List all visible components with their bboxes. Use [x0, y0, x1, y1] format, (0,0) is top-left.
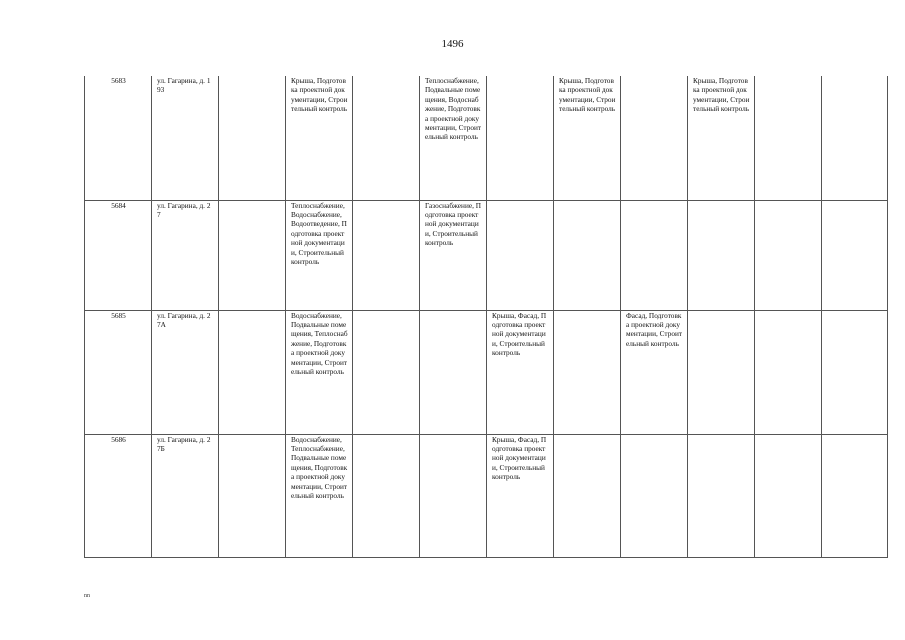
- work-text: Крыша, Фасад, Подготовка проектной документации, Строительный контроль: [492, 434, 547, 482]
- work-cell: [688, 76, 755, 200]
- work-text: Крыша, Фасад, Подготовка проектной документации, Строительный контроль: [492, 310, 547, 358]
- work-cell: [286, 310, 353, 434]
- empty-cell: [755, 310, 822, 434]
- empty-cell: [487, 200, 554, 310]
- row-number-cell: [85, 434, 152, 557]
- empty-cell: [219, 310, 286, 434]
- empty-cell: [353, 434, 420, 557]
- work-text: Теплоснабжение, Водоснабжение, Водоотведение, Подготовка проектной документации, Строительный контроль: [291, 200, 347, 266]
- address-cell: [152, 310, 219, 434]
- empty-cell: [554, 200, 621, 310]
- empty-cell: [219, 200, 286, 310]
- empty-cell: [621, 200, 688, 310]
- row-number: 5684: [111, 200, 126, 210]
- empty-cell: [755, 76, 822, 200]
- table-row: [85, 310, 888, 434]
- empty-cell: [822, 76, 888, 200]
- row-number-cell: [85, 76, 152, 200]
- empty-cell: [554, 434, 621, 557]
- work-text: Крыша, Подготовка проектной документации, Строительный контроль: [559, 76, 616, 114]
- empty-cell: [554, 310, 621, 434]
- address-text: ул. Гагарина, д. 193: [157, 76, 211, 95]
- empty-cell: [420, 310, 487, 434]
- table-row: [85, 434, 888, 557]
- row-number: 5685: [111, 310, 126, 320]
- work-cell: [286, 434, 353, 557]
- work-cell: [621, 310, 688, 434]
- work-cell: [286, 76, 353, 200]
- empty-cell: [822, 310, 888, 434]
- row-number: 5683: [111, 76, 126, 85]
- capital-repair-table: [84, 76, 888, 558]
- work-cell: [420, 200, 487, 310]
- work-text: Теплоснабжение, Подвальные помещения, Водоснабжение, Подготовка проектной документации, Строительный контроль: [425, 76, 482, 142]
- work-cell: [554, 76, 621, 200]
- empty-cell: [420, 434, 487, 557]
- empty-cell: [688, 434, 755, 557]
- empty-cell: [621, 76, 688, 200]
- footer-mark: nn: [84, 593, 90, 599]
- work-text: Крыша, Подготовка проектной документации, Строительный контроль: [693, 76, 750, 114]
- empty-cell: [822, 200, 888, 310]
- work-text: Крыша, Подготовка проектной документации, Строительный контроль: [291, 76, 348, 114]
- empty-cell: [688, 200, 755, 310]
- empty-cell: [755, 434, 822, 557]
- address-text: ул. Гагарина, д. 27: [157, 200, 211, 219]
- work-cell: [286, 200, 353, 310]
- address-cell: [152, 76, 219, 200]
- work-cell: [487, 310, 554, 434]
- empty-cell: [688, 310, 755, 434]
- work-text: Водоснабжение, Теплоснабжение, Подвальные помещения, Подготовка проектной документации, Строительный контроль: [291, 434, 348, 500]
- row-number-cell: [85, 200, 152, 310]
- row-number: 5686: [111, 434, 126, 444]
- empty-cell: [219, 434, 286, 557]
- address-cell: [152, 200, 219, 310]
- table-row: [85, 200, 888, 310]
- empty-cell: [353, 200, 420, 310]
- work-text: Фасад, Подготовка проектной документации, Строительный контроль: [626, 310, 683, 348]
- empty-cell: [353, 310, 420, 434]
- work-cell: [487, 434, 554, 557]
- empty-cell: [755, 200, 822, 310]
- empty-cell: [487, 76, 554, 200]
- empty-cell: [219, 76, 286, 200]
- address-text: ул. Гагарина, д. 27Б: [157, 434, 211, 453]
- address-text: ул. Гагарина, д. 27А: [157, 310, 211, 329]
- address-cell: [152, 434, 219, 557]
- page-number: 1496: [441, 38, 464, 50]
- work-cell: [420, 76, 487, 200]
- work-text: Водоснабжение, Подвальные помещения, Теплоснабжение, Подготовка проектной документации, Строительный контроль: [291, 310, 348, 376]
- row-number-cell: [85, 310, 152, 434]
- empty-cell: [621, 434, 688, 557]
- table-row: [85, 76, 888, 200]
- empty-cell: [353, 76, 420, 200]
- empty-cell: [822, 434, 888, 557]
- work-text: Газоснабжение, Подготовка проектной документации, Строительный контроль: [425, 200, 482, 248]
